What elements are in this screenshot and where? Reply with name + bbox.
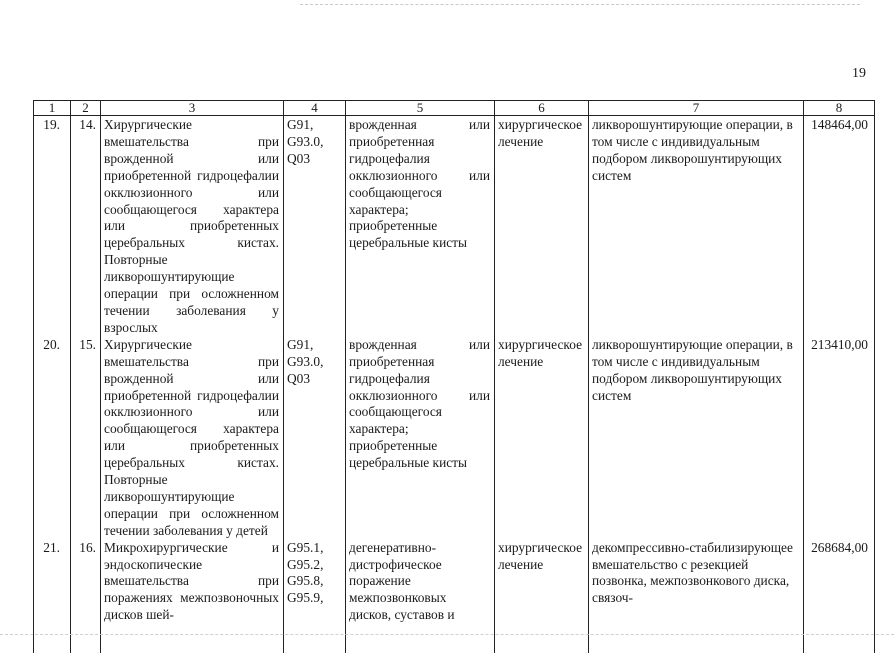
codes-cell: G91, G93.0, Q03 [284, 116, 346, 337]
page-number: 19 [852, 66, 866, 81]
method-cell: ликворошунтирующие операции, в том числе с индивидуальным подбором ликворошунтирующих систем [589, 337, 804, 540]
scan-artifact-bottom [0, 634, 894, 635]
row-subnumber: 15. [71, 337, 101, 540]
header-col-3: 3 [101, 101, 284, 116]
row-number: 20. [34, 337, 71, 540]
row-subnumber: 16. [71, 540, 101, 653]
procedures-table [33, 100, 875, 653]
header-col-5: 5 [346, 101, 495, 116]
table-row [34, 540, 875, 653]
row-number: 21. [34, 540, 71, 653]
row-subnumber: 14. [71, 116, 101, 337]
header-col-2: 2 [71, 101, 101, 116]
cost-cell: 148464,00 [804, 116, 875, 337]
model-cell: врожденная или приобретенная гидроцефалия окклюзионного или сообщающегося характера; приобретенные церебральные кисты [346, 337, 495, 540]
row-number: 19. [34, 116, 71, 337]
treatment-cell: хирургическое лечение [495, 337, 589, 540]
header-col-1: 1 [34, 101, 71, 116]
model-cell: врожденная или приобретенная гидроцефалия окклюзионного или сообщающегося характера; приобретенные церебральные кисты [346, 116, 495, 337]
intervention-cell: Хирургические вмешательства при врожденной или приобретенной гидроцефалии окклюзионного или сообщающегося характера или приобретенных церебральных кистах. Повторные ликворошунтирующие операции при осложненном течении заболевания у взрослых [101, 116, 284, 337]
codes-cell: G95.1, G95.2, G95.8, G95.9, [284, 540, 346, 653]
model-cell: дегенеративно-дистрофическое поражение межпозвонковых дисков, суставов и [346, 540, 495, 653]
header-row [34, 101, 875, 116]
header-col-7: 7 [589, 101, 804, 116]
header-col-4: 4 [284, 101, 346, 116]
cost-cell: 268684,00 [804, 540, 875, 653]
treatment-cell: хирургическое лечение [495, 540, 589, 653]
cost-cell: 213410,00 [804, 337, 875, 540]
method-cell: декомпрессивно-стабилизирующее вмешательство с резекцией позвонка, межпозвонкового диска, связоч- [589, 540, 804, 653]
codes-cell: G91, G93.0, Q03 [284, 337, 346, 540]
method-cell: ликворошунтирующие операции, в том числе с индивидуальным подбором ликворошунтирующих систем [589, 116, 804, 337]
scan-artifact-top [300, 4, 860, 5]
treatment-cell: хирургическое лечение [495, 116, 589, 337]
table-row [34, 337, 875, 540]
intervention-cell: Микрохирургические и эндоскопические вмешательства при поражениях межпозвоночных дисков шей- [101, 540, 284, 653]
header-col-8: 8 [804, 101, 875, 116]
header-col-6: 6 [495, 101, 589, 116]
table-row [34, 116, 875, 337]
intervention-cell: Хирургические вмешательства при врожденной или приобретенной гидроцефалии окклюзионного или сообщающегося характера или приобретенных церебральных кистах. Повторные ликворошунтирующие операции при осложненном течении заболевания у детей [101, 337, 284, 540]
